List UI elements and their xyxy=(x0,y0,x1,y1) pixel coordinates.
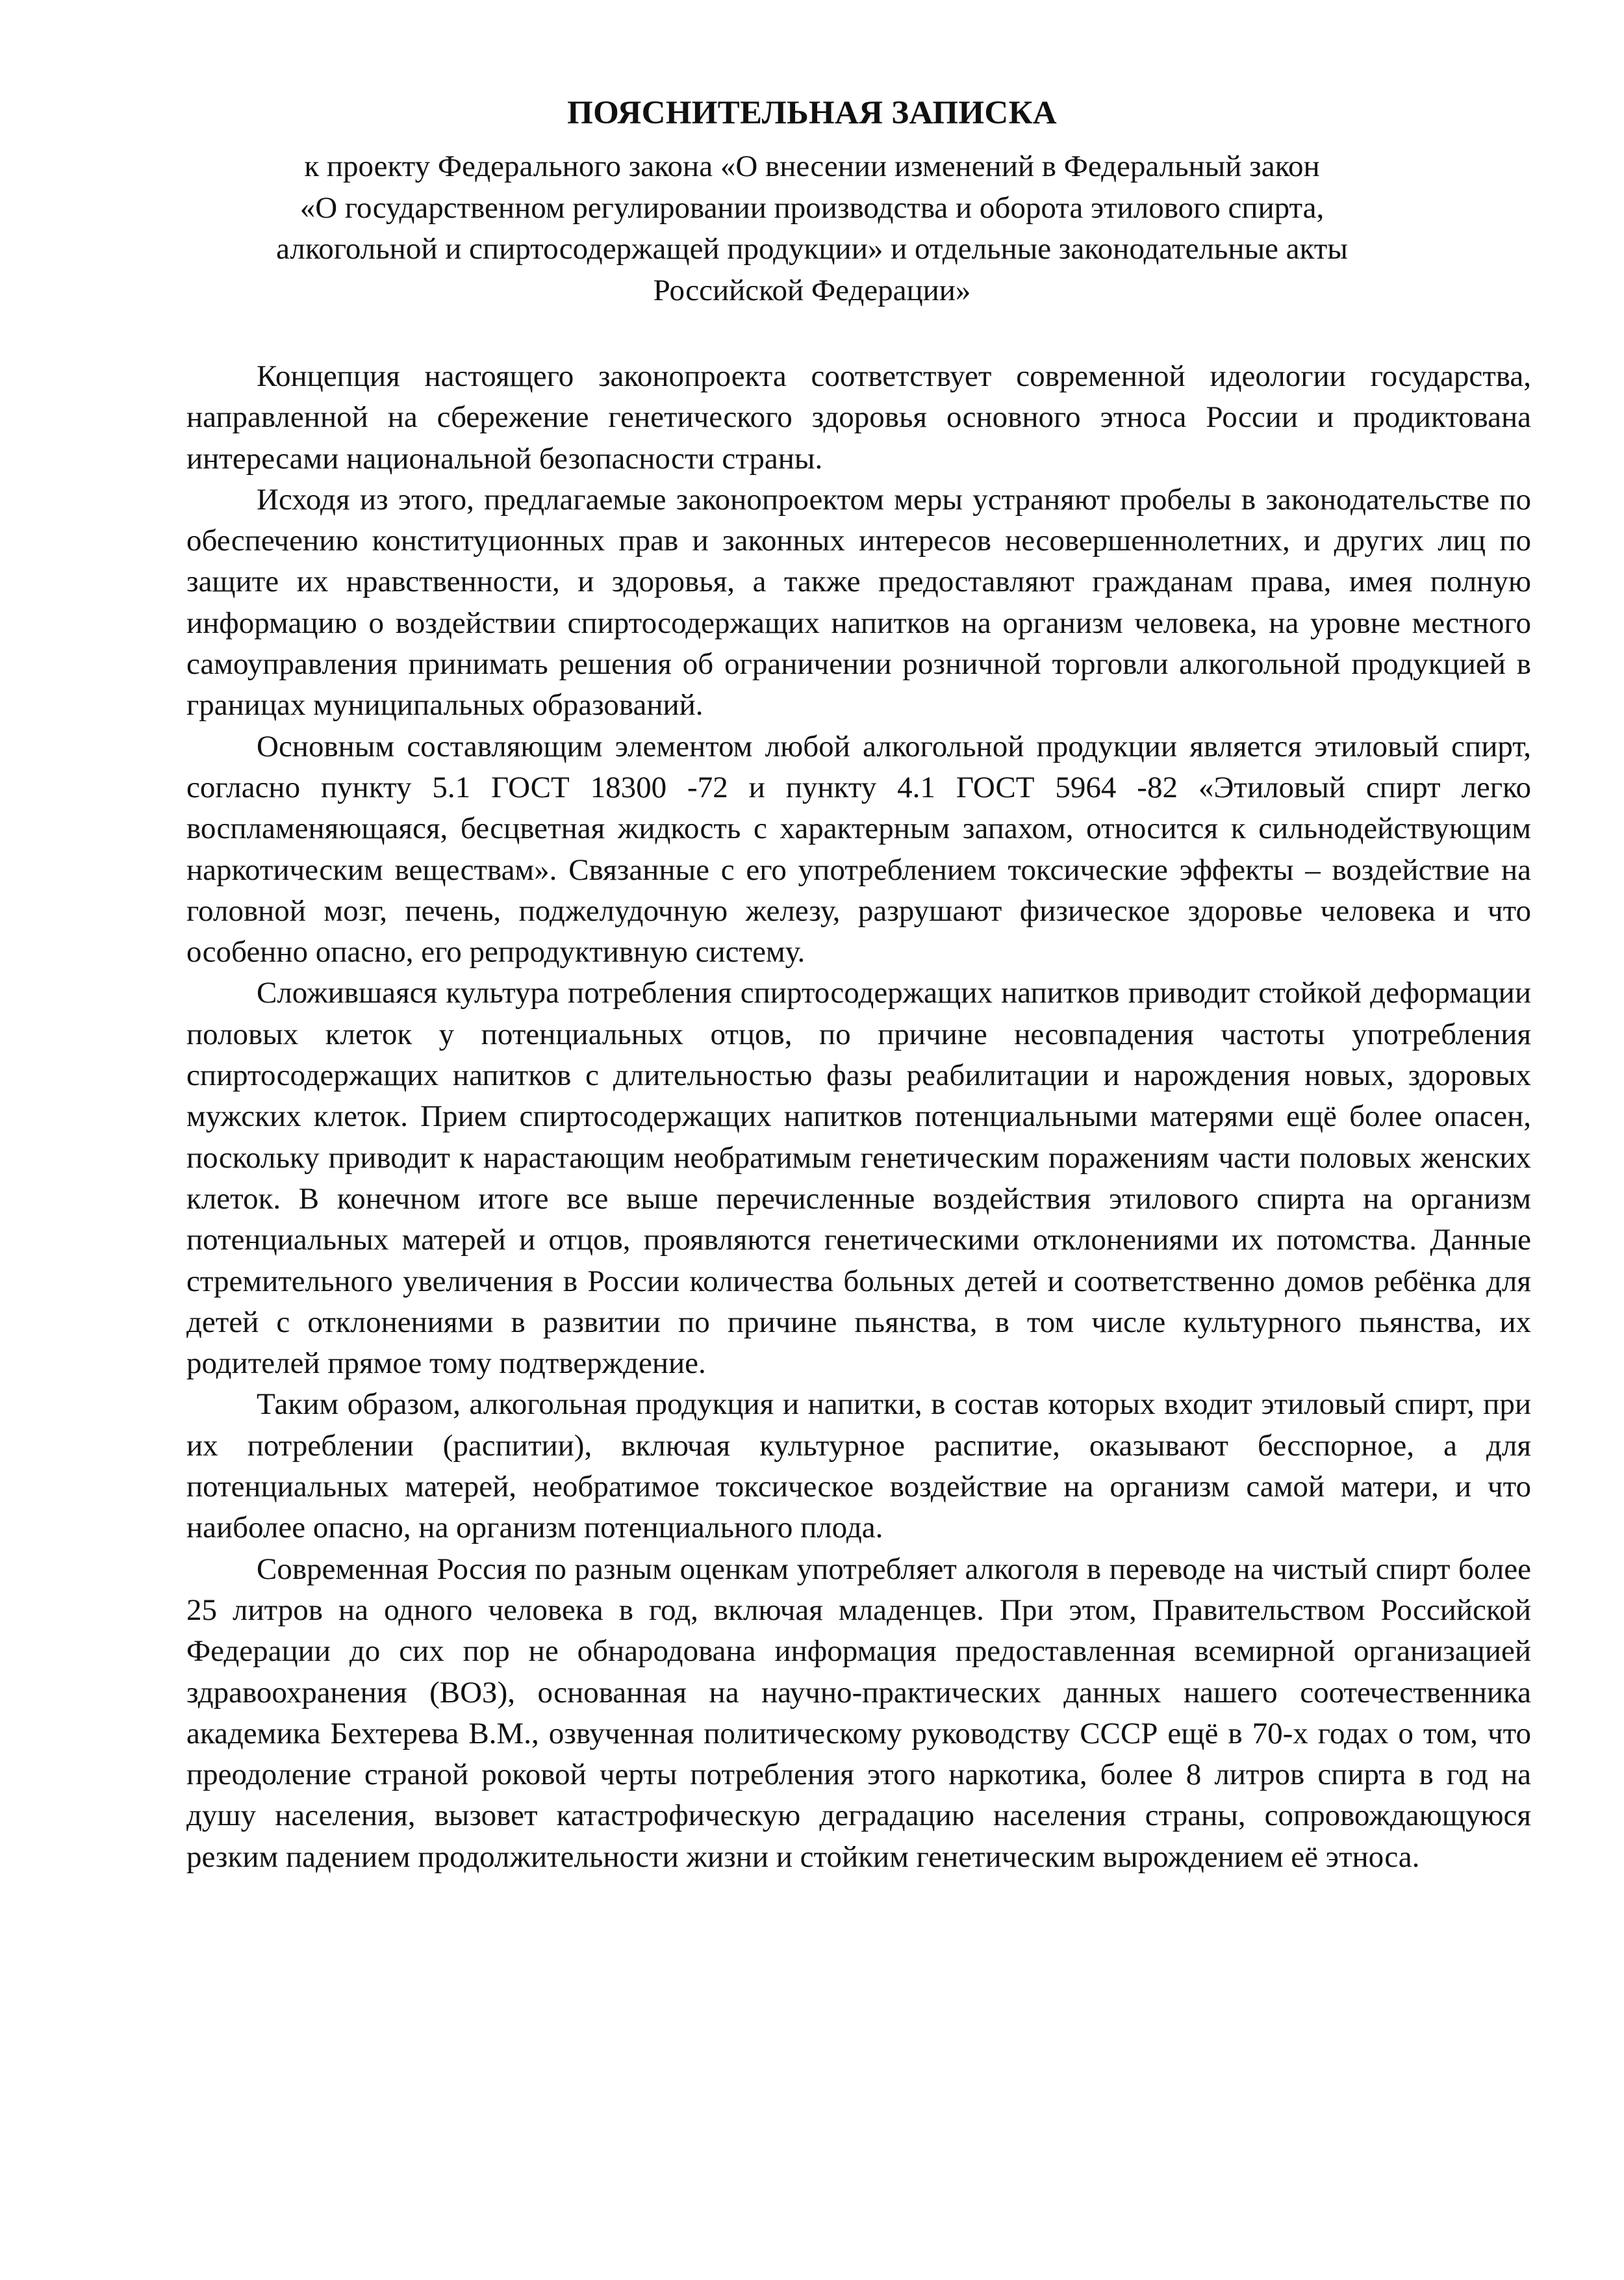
document-body xyxy=(186,356,1531,1878)
paragraph-ethanol: Основным составляющим элементом любой алкогольной продукции является этиловый спирт, согласно пункту 5.1 ГОСТ 18300 -72 и пункту 4.1 ГОСТ 5964 -82 «Этиловый спирт легко воспламеняющаяся, бесцветная жидкость с характерным запахом, относится к сильнодействующим наркотическим веществам». Связанные с его употреблением токсические эффекты – воздействие на головной мозг, печень, поджелудочную железу, разрушают физическое здоровье человека и что особенно опасно, его репродуктивную систему. xyxy=(186,729,1531,969)
subtitle-line: алкогольной и спиртосодержащей продукции» и отдельные законодательные акты xyxy=(276,232,1348,266)
paragraph-concept: Концепция настоящего законопроекта соответствует современной идеологии государства, направленной на сбережение генетического здоровья основного этноса России и продиктована интересами национальной безопасности страны. xyxy=(186,359,1531,476)
document-subtitle xyxy=(195,146,1429,311)
document-title: ПОЯСНИТЕЛЬНАЯ ЗАПИСКА xyxy=(567,95,1057,131)
paragraph-conclusion: Таким образом, алкогольная продукция и напитки, в состав которых входит этиловый спирт, при их потреблении (распитии), включая культурное распитие, оказывают бесспорное, а для потенциальных матерей, необратимое токсическое воздействие на организм самой матери, и что наиболее опасно, на организм потенциального плода. xyxy=(186,1387,1531,1545)
paragraph-measures: Исходя из этого, предлагаемые законопроектом меры устраняют пробелы в законодательстве по обеспечению конституционных прав и законных интересов несовершеннолетних, и других лиц по защите их нравственности, и здоровья, а также предоставляют гражданам права, имея полную информацию о воздействии спиртосодержащих напитков на организм человека, на уровне местного самоуправления принимать решения об ограничении розничной торговли алкогольной продукцией в границах муниципальных образований. xyxy=(186,482,1531,723)
paragraph-modern-russia: Современная Россия по разным оценкам употребляет алкоголя в переводе на чистый спирт более 25 литров на одного человека в год, включая младенцев. При этом, Правительством Российской Федерации до сих пор не обнародована информация предоставленная всемирной организацией здравоохранения (ВОЗ), основанная на научно-практических данных нашего соотечественника академика Бехтерева В.М., озвученная политическому руководству СССР ещё в 70-х годах о том, что преодоление страной роковой черты потребления этого наркотика, более 8 литров спирта в год на душу населения, вызовет катастрофическую деградацию населения страны, сопровождающуюся резким падением продолжительности жизни и стойким генетическим вырождением её этноса. xyxy=(186,1552,1531,1874)
subtitle-line: Российской Федерации» xyxy=(653,273,971,307)
subtitle-line: «О государственном регулировании производства и оборота этилового спирта, xyxy=(299,190,1325,225)
paragraph-culture: Сложившаяся культура потребления спиртосодержащих напитков приводит стойкой деформации половых клеток у потенциальных отцов, по причине несовпадения частоты употребления спиртосодержащих напитков с длительностью фазы реабилитации и нарождения новых, здоровых мужских клеток. Прием спиртосодержащих напитков потенциальными матерями ещё более опасен, поскольку приводит к нарастающим необратимым генетическим поражениям части половых женских клеток. В конечном итоге все выше перечисленные воздействия этилового спирта на организм потенциальных матерей и отцов, проявляются генетическими отклонениями их потомства. Данные стремительного увеличения в России количества больных детей и соответственно домов ребёнка для детей с отклонениями в развитии по причине пьянства, в том числе культурного пьянства, их родителей прямое тому подтверждение. xyxy=(186,976,1531,1381)
subtitle-line: к проекту Федерального закона «О внесении изменений в Федеральный закон xyxy=(304,149,1320,183)
